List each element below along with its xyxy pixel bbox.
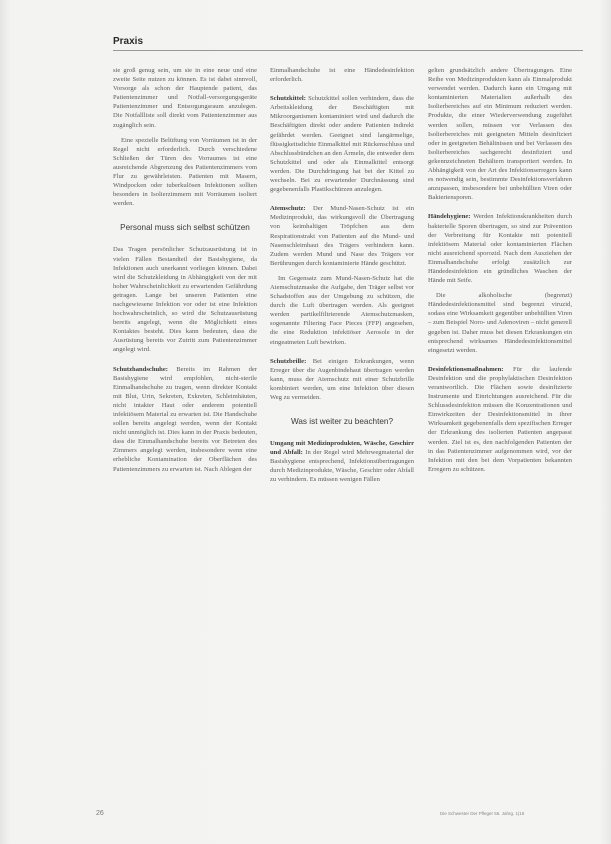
paragraph: sie groß genug sein, um sie in eine neue und eine zweite Seite nutzen zu können. Es ist dabei sinnvoll, Vorsorge als schon der Hauptende patient, das Patientenzimmer und Notfall-versorgungsgeräte Patientenzimmer und Entsorgungsraum anzulegen. Die Notfallliste soll direkt vom Patientenzimmer aus zugänglich sein.: [113, 67, 257, 129]
paragraph-body: Bei einigen Erkrankungen, wenn Erreger über die Augenbindehaut übertragen werden kann, muss der Atemschutz mit einer Schutzbrille kombiniert werden, um eine Infektion über diesen Weg zu vermeiden.: [270, 357, 414, 401]
paragraph: [428, 365, 572, 474]
text-column-3: [428, 66, 572, 480]
paragraph: [428, 212, 572, 285]
paragraph: Im Gegensatz zum Mund-Nasen-Schutz hat die Atemschutzmaske die Aufgabe, den Träger selbst vor Schadstoffen aus der Umgebung zu schützen, die durch die Luft übertragen werden. Als geeignet werden partikelfiltrierende Atemschutzmasken, sogenannte Filtering Face Pieces (FFP) angesehen, die eine Reduktion infektiöser Aerosole in der eingeatmeten Luft bewirken.: [270, 274, 414, 346]
paragraph: Das Tragen persönlicher Schutzausrüstung ist in vielen Fällen Bestandteil der Basishygiene, da Infektionen auch unerkannt vorliegen können. Dabei wird die Schutzkleidung in Abhängigkeit von der mit hoher Wahrscheinlichkeit zu erwartenden Gefährdung getragen. Lange bei unseren Patienten eine nachgewiesene Infektion vor oder ist eine Infektion hochwahrscheinlich, so wird die Schutzausrüstung bereits angelegt, wenn die Möglichkeit eines Kontaktes besteht. Dies kann bedeuten, dass die Ausrüstung bereits vor Zutritt zum Patientenzimmer angelegt wird.: [113, 246, 257, 354]
paragraph: [270, 94, 414, 194]
paragraph-lead: Schutzhandschuhe:: [113, 365, 168, 373]
paragraph: Eine spezielle Belüftung von Vorräumen ist in der Regel nicht erforderlich. Durch verschiedene Schließen der Türen des Vorraumes ist eine ausreichende Abgrenzung des Patientenzimmers vom Flur zu gewährleisten. Patienten mit Masern, Windpocken oder tuberkulösen Infektionen sollten besonders in Isolierzimmern mit Vorräumen isoliert werden.: [113, 136, 257, 208]
paragraph-body: Für die laufende Desinfektion und die prophylaktischen Desinfektion verantwortlich. Die Flächen sowie desinfizierte Instrumente und Einrichtungen ausreichend. Für die Schlussdesinfektion müssen die Konzentrationen und Einwirkzeiten der Desinfektionsmittel in ihrer Wirksamkeit gegebenenfalls dem spezifischen Erreger der Erkrankung des isolierten Patienten angepasst werden. Ziel ist es, den nachfolgenden Patienten der in das Patientenzimmer aufgenommen wird, vor der Infektion mit den bei dem Vorpatienten bekannten Erregern zu schützen.: [428, 365, 572, 473]
journal-footer: Die Schwester Der Pfleger 55. Jahrg. 1|16: [440, 811, 525, 816]
paragraph-lead: Schutzbrille:: [270, 357, 307, 365]
paragraph: [270, 204, 414, 268]
section-header: Praxis: [113, 36, 144, 47]
page-number: 26: [96, 810, 104, 817]
text-column-2: [270, 66, 414, 491]
paragraph: Einmalhandschuhe ist eine Händedesinfektion erforderlich.: [270, 67, 414, 84]
paragraph-body: Schutzkittel sollen verhindern, dass die Arbeitskleidung der Beschäftigten mit Mikroorganismen kontaminiert wird und dadurch die Beschäftigten direkt oder andere Patienten indirekt gefährdet werden. Geeignet sind langärmelige, flüssigkeitsdichte Einmalkittel mit Rückenschluss und Abschlussbündchen an den Ärmeln, die entweder dem Schutzkittel und oder als Einmalkittel entsorgt werden. Die Durchdringung hat bei der Kittel zu wechseln. Bei zu erwartender Durchnässung sind gegebenenfalls Plastikschürzen anzulegen.: [270, 95, 414, 194]
paragraph-lead: Händehygiene:: [428, 213, 471, 221]
text-column-1: [113, 66, 257, 480]
paragraph: Die alkoholische (begrenzt) Händedesinfektionsmittel sind begrenzt viruzid, sodass eine Wirksamkeit gegenüber unbehüllten Viren – zum Beispiel Noro- und Adenoviren – nicht generell gegeben ist. Daher muss bei diesen Erkrankungen ein entsprechend wirksames Händedesinfektionsmittel eingesetzt werden.: [428, 292, 572, 354]
paragraph-lead: Schutzkittel:: [270, 95, 306, 103]
paragraph: [270, 439, 414, 484]
paragraph-lead: Desinfektionsmaßnahmen:: [428, 365, 504, 373]
paragraph-body: Werden Infektionskrankheiten durch bakterielle Sporen übertragen, so sind zur Prävention der Verbreitung für Kontakte mit potentiell infektiösem Material oder kontaminierten Flächen nicht ausreichend sporozid. Nach dem Ausziehen der Einmalhandschuhe erfolgt zusätzlich zur Händedesinfektion ein gründliches Waschen der Hände mit Seife.: [428, 213, 572, 285]
paragraph-body: Bereits im Rahmen der Basishygiene wird empfohlen, nicht-sterile Einmalhandschuhe zu tragen, wenn direkter Kontakt mit Blut, Urin, Sekreten, Exkreten, Schleimhäuten, nicht intakter Haut oder anderem potentiell infektiösem Material zu erwarten ist. Die Handschuhe sollen bereits angelegt werden, wenn der Kontakt nicht unmöglich ist. Dies kann in der Praxis bedeuten, dass die Einmalhandschuhe bereits vor Betreten des Zimmers angelegt werden, insbesondere wenn eine erhebliche Kontamination der Oberflächen des Patientenzimmers zu erwarten ist. Nach Ablegen der: [113, 365, 257, 473]
header-rule: [113, 50, 583, 51]
paragraph-body: Der Mund-Nasen-Schutz ist ein Medizinprodukt, das wirkungsvoll die Übertragung von keimhaltigen Tröpfchen aus dem Respirationstrakt von Patienten auf die Mund- und Nasenschleimhaut des Trägers verhindern kann. Zudem werden Mund und Nase des Trägers vor Berührungen durch kontaminierte Hände geschützt.: [270, 205, 414, 267]
paragraph-body: In der Regel wird Mehrwegmaterial der Basishygiene entsprechend, Infektionsübertragungen durch Medizinprodukte, Wäsche, Geschirr oder Abfall zu verhindern. Es müssen wenigen Fällen: [270, 449, 414, 484]
paragraph-lead: Atemschutz:: [270, 205, 306, 213]
paragraph-lead: Umgang mit Medizinprodukten, Wäsche, Geschirr und Abfall:: [270, 440, 414, 457]
section-subheading: Was ist weiter zu beachten?: [290, 417, 394, 427]
paragraph: [270, 357, 414, 402]
paragraph: gelten grundsätzlich andere Übertragungen. Eine Reihe von Medizinprodukten kann als Einmalprodukt verwendet werden. Dadurch kann ein Umgang mit kontaminierten Materialien außerhalb des Isolierbereiches auf ein Minimum reduziert werden. Produkte, die einer Wiederverwendung zugeführt werden sollen, müssen vor Verlassen des Isolierbereiches mit geeigneten Mitteln desinfiziert oder in geeigneten Behältnissen und bei Verlassen des Isolierbereiches sachgerecht desinfiziert und gekennzeichneten Behältern transportiert werden. In Abhängigkeit von der Art des Infektionserregers kann es notwendig sein, bestimmte Desinfektionsverfahren anzupassen, insbesondere bei unbehüllten Viren oder Bakteriensporen.: [428, 67, 572, 202]
section-subheading: Personal muss sich selbst schützen: [120, 223, 250, 233]
paragraph: [113, 365, 257, 474]
